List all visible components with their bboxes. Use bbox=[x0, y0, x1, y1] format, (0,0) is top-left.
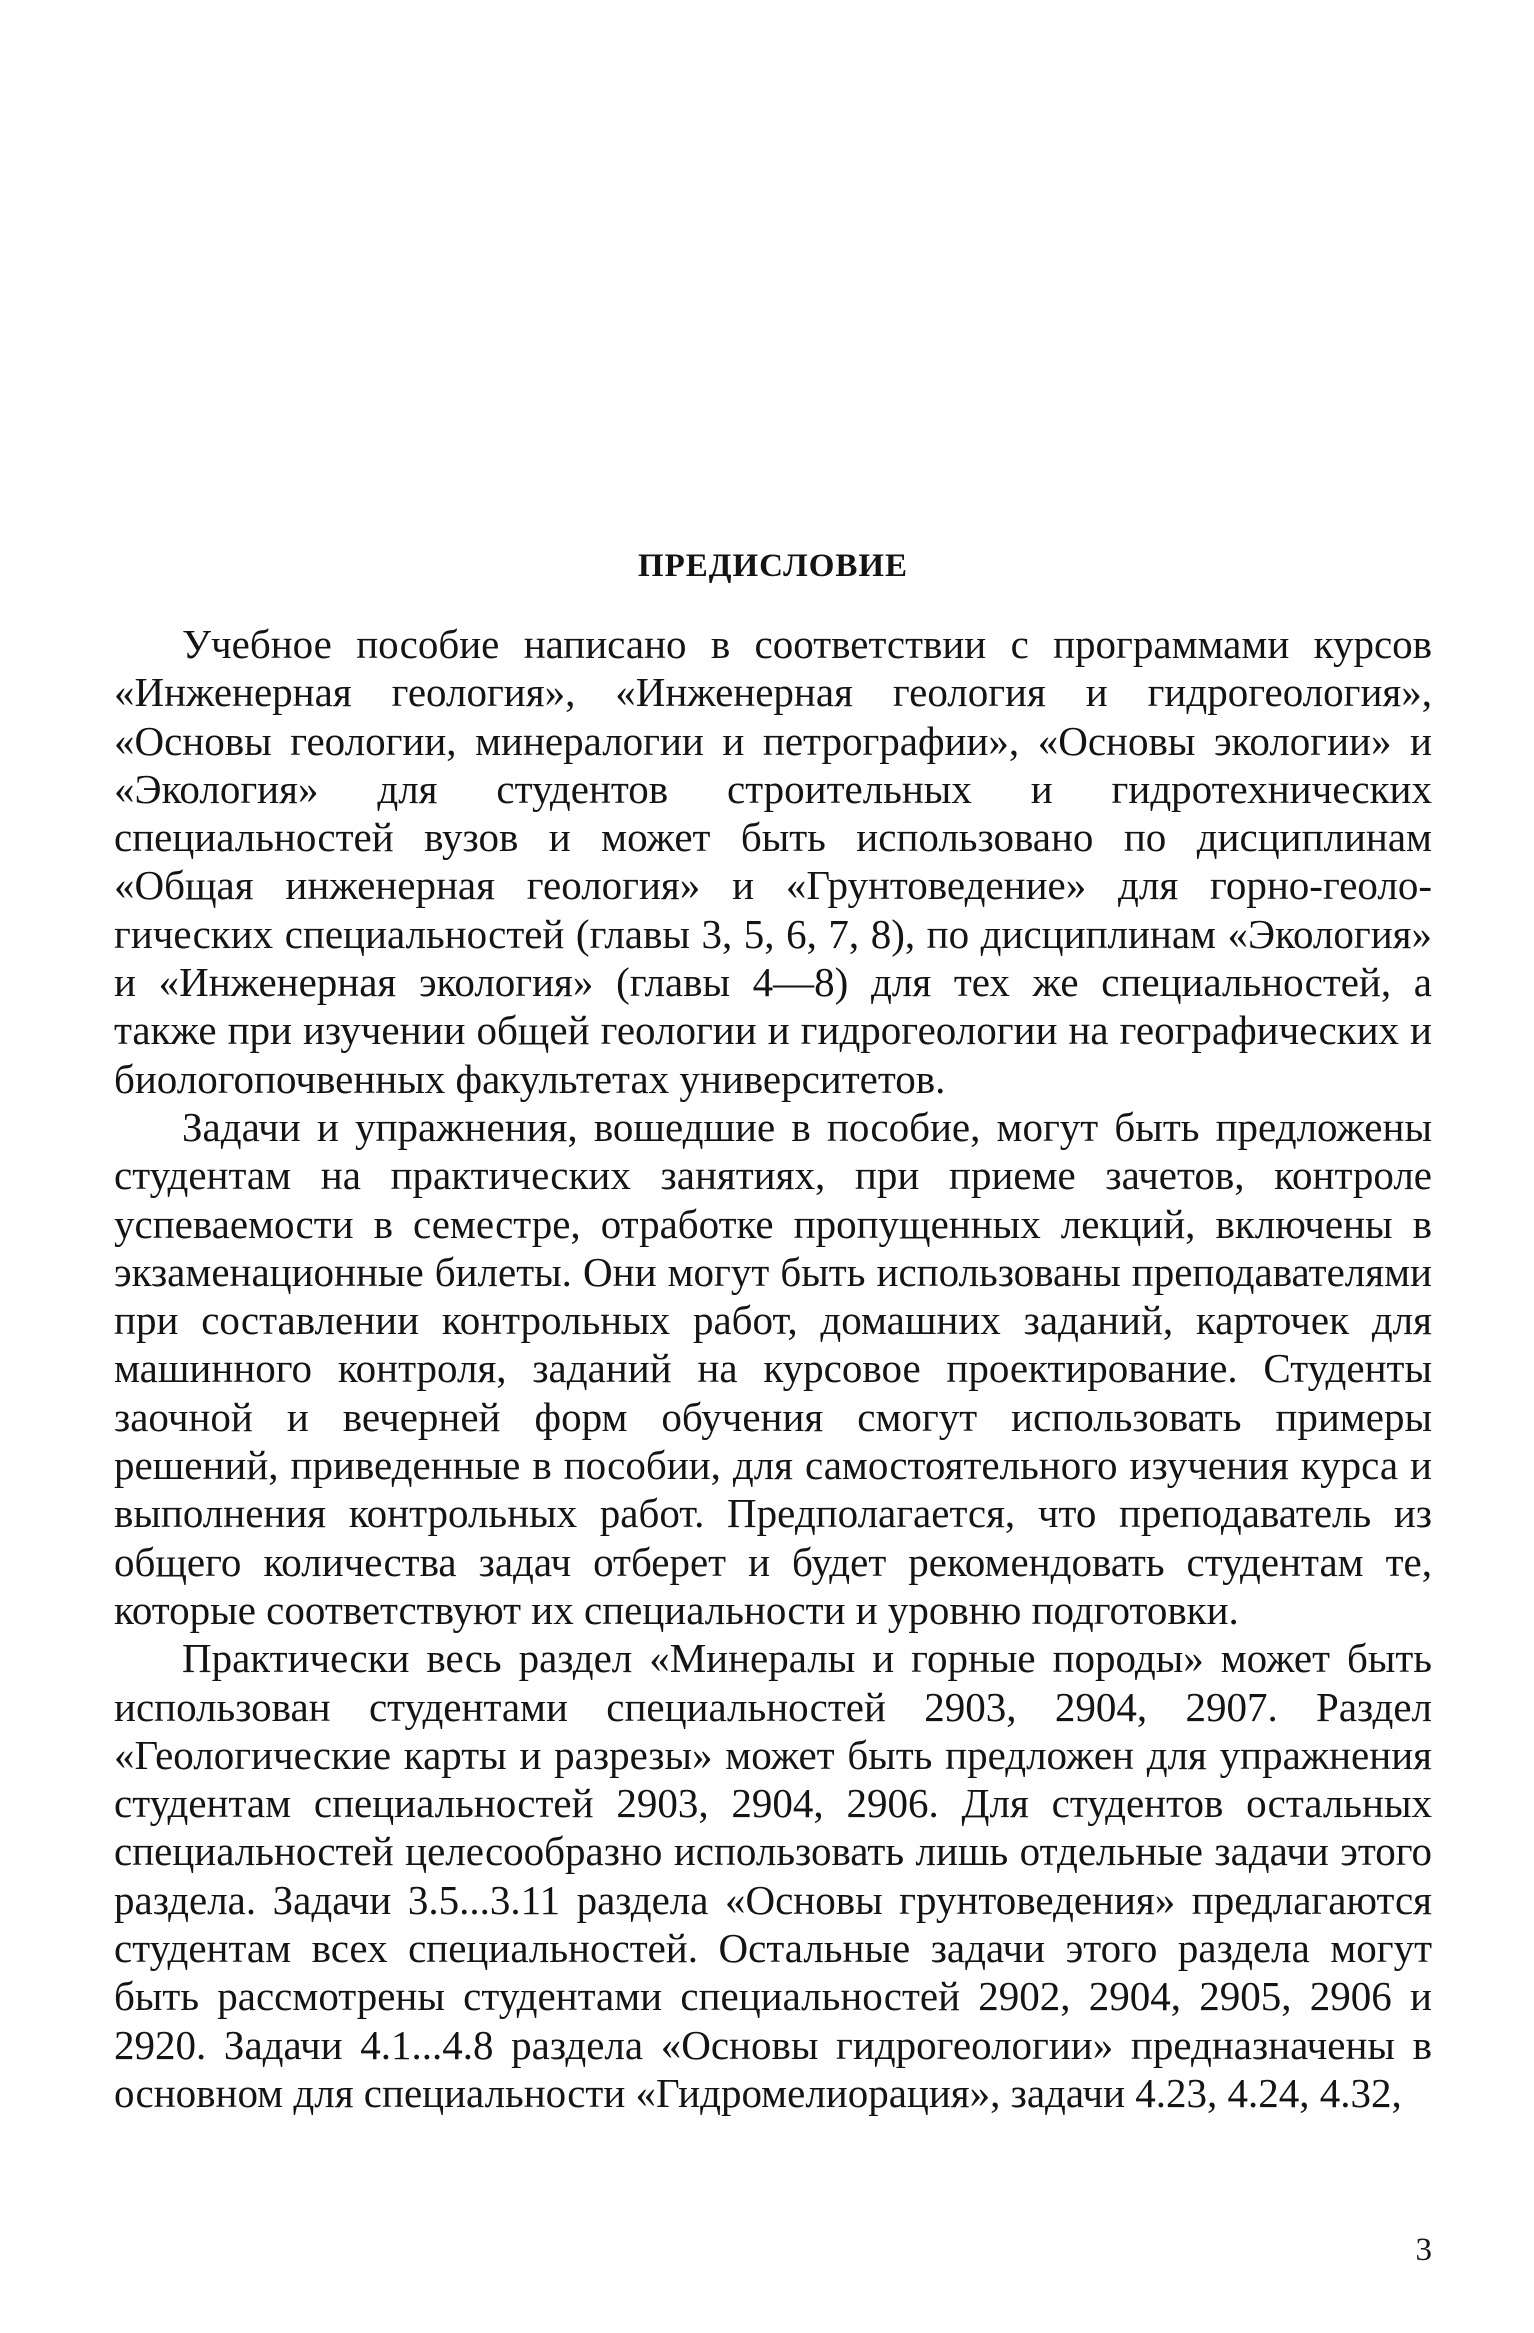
body-text bbox=[114, 620, 1432, 2117]
page-number: 3 bbox=[1415, 2232, 1432, 2268]
paragraph-2: Задачи и упражнения, вошедшие в пособие, могут быть предложены студентам на практических занятиях, при приеме зачетов, контроле успеваемости в семестре, отработке пропущенных лекций, включены в экзаменационные билеты. Они могут быть использованы преподавателями при составлении контрольных работ, домашних заданий, карточек для машинного контроля, заданий на курсовое проектирование. Студенты заочной и вечерней форм обучения смогут использовать примеры решений, приведенные в пособии, для самостоятельного изучения курса и выполнения контрольных работ. Предполагается, что преподаватель из общего количества задач отберет и будет рекомендовать студентам те, которые соответствуют их специальности и уровню подготовки. bbox=[114, 1103, 1432, 1633]
page-title: ПРЕДИСЛОВИЕ bbox=[637, 548, 909, 584]
book-page bbox=[114, 0, 1432, 2333]
paragraph-1: Учебное пособие написано в соответствии с программами курсов «Инженерная геология», «Инженерная геология и гидрогеология», «Основы геологии, минералогии и петрографии», «Основы экологии» и «Экология» для студентов строительных и гидротехнических специальностей вузов и может быть использовано по дисциплинам «Общая инженерная геология» и «Грунтоведение» для горно-геологических специальностей (главы 3, 5, 6, 7, 8), по дисциплинам «Экология» и «Инженерная экология» (главы 4—8) для тех же специальностей, а также при изучении общей геологии и гидрогеологии на географических и биологопочвенных факультетах университетов. bbox=[114, 621, 1432, 1102]
paragraph-3: Практически весь раздел «Минералы и горные породы» может быть использован студентами специальностей 2903, 2904, 2907. Раздел «Геологические карты и разрезы» может быть предложен для упражнения студентам специальностей 2903, 2904, 2906. Для студентов остальных специальностей целесообразно использовать лишь отдельные задачи этого раздела. Задачи 3.5...3.11 раздела «Основы грунтоведения» предлагаются студентам всех специальностей. Остальные задачи этого раздела могут быть рассмотрены студентами специальностей 2902, 2904, 2905, 2906 и 2920. Задачи 4.1...4.8 раздела «Основы гидрогеологии» предназначены в основном для специальности «Гидромелиорация», задачи 4.23, 4.24, 4.32, bbox=[114, 1635, 1432, 2116]
